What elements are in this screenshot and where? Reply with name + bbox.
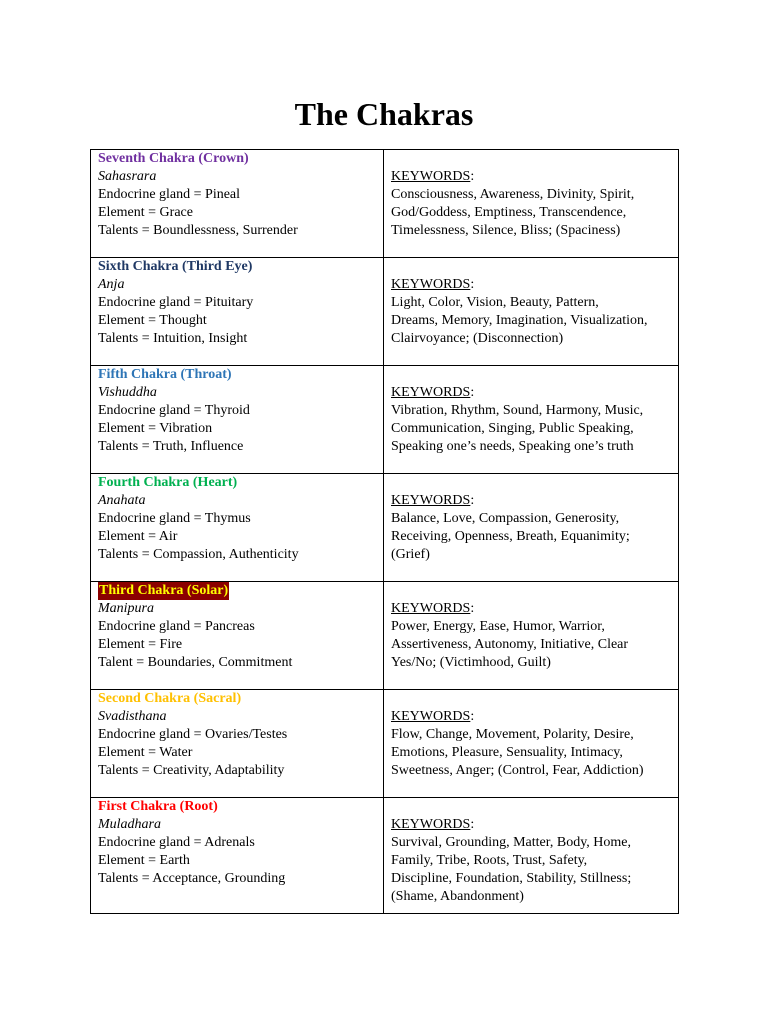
page-title: The Chakras [294,96,474,132]
chakra-name: Third Chakra (Solar) [99,583,229,598]
keywords-cell [384,150,679,258]
endocrine-gland: Endocrine gland = Adrenals [98,835,255,850]
element: Element = Vibration [98,421,213,436]
keywords-line: (Shame, Abandonment) [391,889,524,904]
keywords-line: Survival, Grounding, Matter, Body, Home, [391,835,632,850]
keywords-cell [384,690,679,798]
keywords-cell [384,798,679,914]
endocrine-gland: Endocrine gland = Pineal [98,187,241,202]
sanskrit-name: Anahata [98,493,146,508]
keywords-line: Light, Color, Vision, Beauty, Pattern, [391,295,599,310]
chakra-info-cell [91,366,384,474]
keywords-colon: : [470,169,475,184]
table-row [91,798,679,914]
chakra-info-cell [91,690,384,798]
talents: Talent = Boundaries, Commitment [98,655,293,670]
chakra-table-body [91,150,679,914]
sanskrit-name: Anja [98,277,125,292]
talents: Talents = Acceptance, Grounding [98,871,286,886]
sanskrit-name: Sahasrara [98,169,157,184]
table-row [91,582,679,690]
chakra-info-cell [91,474,384,582]
keywords-line: Communication, Singing, Public Speaking, [391,421,634,436]
sanskrit-name: Muladhara [98,817,161,832]
keywords-line: Yes/No; (Victimhood, Guilt) [391,655,551,670]
keywords-line: Receiving, Openness, Breath, Equanimity; [391,529,630,544]
talents: Talents = Creativity, Adaptability [98,763,285,778]
keywords-text [391,834,678,906]
keywords-cell [384,582,679,690]
chakra-info-cell [91,150,384,258]
keywords-text [391,186,678,240]
keywords-label: KEYWORDS [391,709,471,724]
talents: Talents = Compassion, Authenticity [98,547,299,562]
chakra-name: Fifth Chakra (Throat) [98,367,232,382]
keywords-colon: : [470,601,475,616]
chakra-name: Sixth Chakra (Third Eye) [98,259,253,274]
keywords-line: Timelessness, Silence, Bliss; (Spaciness) [391,223,621,238]
keywords-text [391,726,678,780]
keywords-cell [384,258,679,366]
keywords-line: Emotions, Pleasure, Sensuality, Intimacy, [391,745,623,760]
keywords-line: (Grief) [391,547,430,562]
keywords-line: Dreams, Memory, Imagination, Visualization, [391,313,648,328]
keywords-text [391,510,678,564]
keywords-text [391,618,678,672]
table-row [91,474,679,582]
talents: Talents = Boundlessness, Surrender [98,223,298,238]
chakra-info-cell [91,258,384,366]
keywords-line: Vibration, Rhythm, Sound, Harmony, Music, [391,403,644,418]
table-row [91,258,679,366]
keywords-colon: : [470,817,475,832]
keywords-label: KEYWORDS [391,493,471,508]
keywords-label: KEYWORDS [391,817,471,832]
sanskrit-name: Vishuddha [98,385,157,400]
endocrine-gland: Endocrine gland = Thyroid [98,403,250,418]
table-row [91,690,679,798]
element: Element = Fire [98,637,183,652]
endocrine-gland: Endocrine gland = Thymus [98,511,251,526]
keywords-line: Clairvoyance; (Disconnection) [391,331,564,346]
endocrine-gland: Endocrine gland = Pituitary [98,295,254,310]
chakra-table [90,149,679,914]
keywords-label: KEYWORDS [391,601,471,616]
element: Element = Air [98,529,178,544]
talents: Talents = Truth, Influence [98,439,244,454]
chakra-name: Second Chakra (Sacral) [98,691,242,706]
keywords-line: Assertiveness, Autonomy, Initiative, Clear [391,637,629,652]
keywords-line: Consciousness, Awareness, Divinity, Spirit, [391,187,635,202]
endocrine-gland: Endocrine gland = Pancreas [98,619,255,634]
element: Element = Thought [98,313,207,328]
keywords-line: Power, Energy, Ease, Humor, Warrior, [391,619,605,634]
keywords-line: Flow, Change, Movement, Polarity, Desire, [391,727,634,742]
keywords-line: Discipline, Foundation, Stability, Stillness; [391,871,632,886]
keywords-line: Sweetness, Anger; (Control, Fear, Addiction) [391,763,644,778]
keywords-colon: : [470,493,475,508]
sanskrit-name: Manipura [98,601,154,616]
element: Element = Water [98,745,193,760]
keywords-colon: : [470,709,475,724]
table-row [91,150,679,258]
keywords-cell [384,366,679,474]
element: Element = Earth [98,853,190,868]
keywords-label: KEYWORDS [391,385,471,400]
chakra-info-cell [91,798,384,914]
keywords-colon: : [470,277,475,292]
keywords-label: KEYWORDS [391,169,471,184]
endocrine-gland: Endocrine gland = Ovaries/Testes [98,727,288,742]
keywords-label: KEYWORDS [391,277,471,292]
talents: Talents = Intuition, Insight [98,331,248,346]
chakra-name: First Chakra (Root) [98,799,218,814]
sanskrit-name: Svadisthana [98,709,167,724]
keywords-line: Balance, Love, Compassion, Generosity, [391,511,620,526]
table-row [91,366,679,474]
chakra-name: Fourth Chakra (Heart) [98,475,238,490]
keywords-text [391,402,678,456]
keywords-cell [384,474,679,582]
keywords-line: Family, Tribe, Roots, Trust, Safety, [391,853,588,868]
chakra-name: Seventh Chakra (Crown) [98,151,249,166]
keywords-line: God/Goddess, Emptiness, Transcendence, [391,205,627,220]
chakra-info-cell [91,582,384,690]
keywords-text [391,294,678,348]
keywords-colon: : [470,385,475,400]
keywords-line: Speaking one’s needs, Speaking one’s truth [391,439,634,454]
element: Element = Grace [98,205,193,220]
